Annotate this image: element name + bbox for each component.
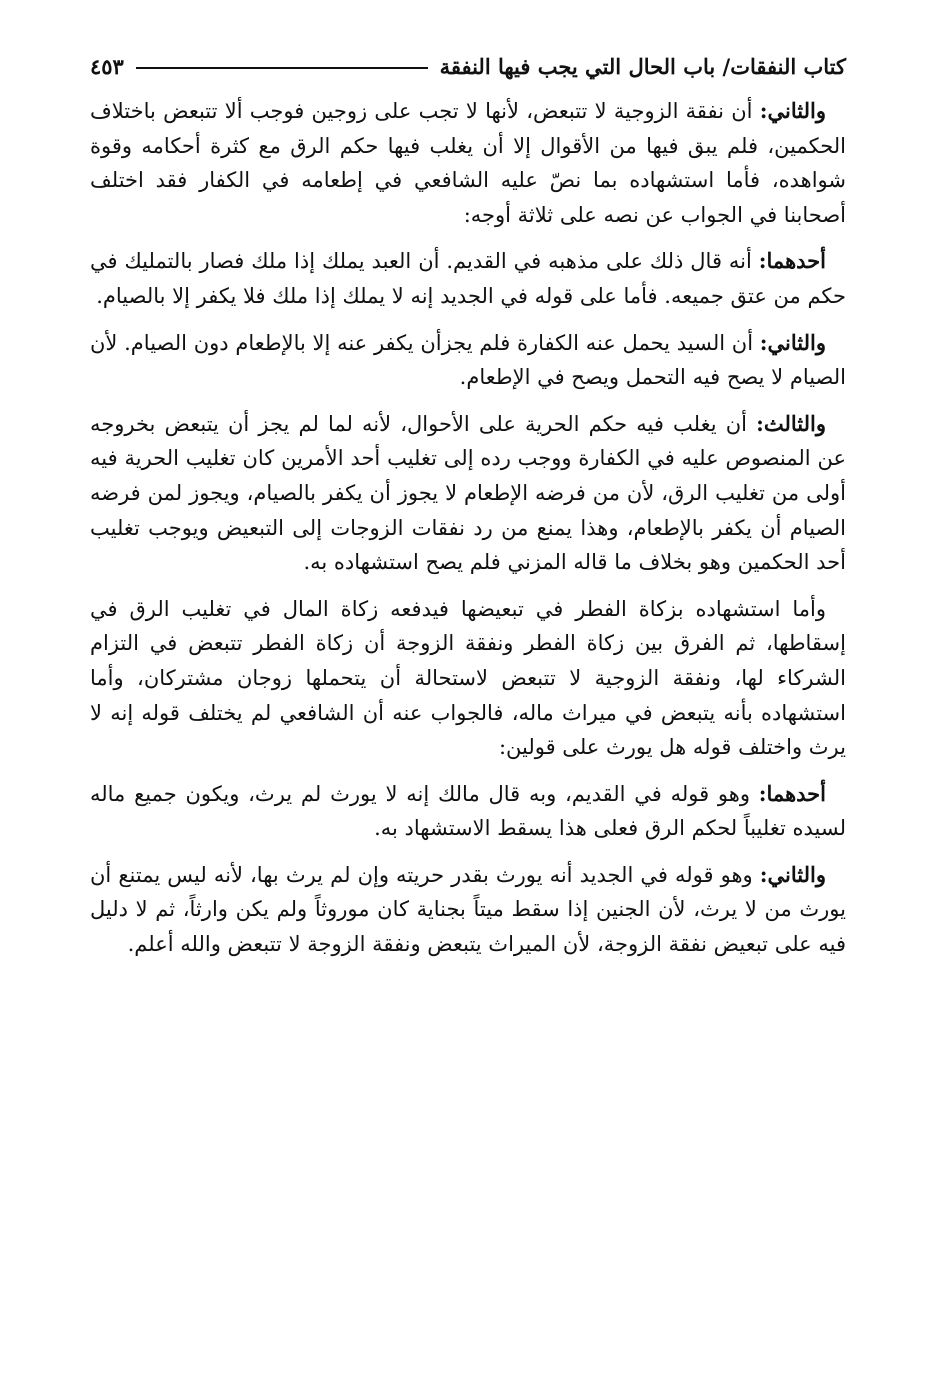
paragraph-text: أنه قال ذلك على مذهبه في القديم. أن العبد يملك إذا ملك فصار بالتمليك في حكم من عتق جميعه. فأما على قوله في الجديد إنه لا يملك إذا ملك فلا يكفر إلا بالصيام.: [90, 249, 846, 308]
paragraph-lead: والثاني:: [759, 98, 826, 123]
paragraph-lead: والثاني:: [759, 329, 826, 355]
paragraph-text: وهو قوله في القديم، وبه قال مالك إنه لا يورث لم يرث، ويكون جميع ماله لسيده تغليباً لحكم الرق فعلى هذا يسقط الاستشهاد به.: [90, 781, 846, 841]
paragraph: [90, 592, 846, 765]
body-text: [90, 94, 846, 962]
header-rule: [136, 67, 428, 69]
paragraph: [90, 407, 846, 580]
paragraph-lead: أحدهما:: [758, 248, 826, 274]
paragraph-lead: أحدهما:: [758, 780, 826, 806]
paragraph-text: وأما استشهاده بزكاة الفطر في تبعيضها فيدفعه زكاة المال في تغليب الرق في إسقاطها، ثم الفرق بين زكاة الفطر ونفقة الزوجة أن زكاة الفطر تتبعض في التزام الشركاء لها، ونفقة الزوجية لا تتبعض لاستحالة أن يتحملها زوجان مشتركان، وأما استشهاده بأنه يتبعض في ميراث ماله، فالجواب عنه أن الشافعي لم يختلف قوله إنه لا يرث واختلف قوله هل يورث على قولين:: [90, 596, 846, 760]
paragraph: [90, 94, 846, 232]
paragraph: [90, 777, 846, 846]
paragraph-text: أن السيد يحمل عنه الكفارة فلم يجزأن يكفر عنه إلا بالإطعام دون الصيام. لأن الصيام لا يصح فيه التحمل ويصح في الإطعام.: [90, 330, 846, 390]
paragraph: [90, 326, 846, 395]
page-number: ٤٥٣: [90, 53, 124, 79]
paragraph-text: أن يغلب فيه حكم الحرية على الأحوال، لأنه لما لم يجز أن يتبعض بخروجه عن المنصوص عليه في الكفارة ووجب رده إلى تغليب أحد الأمرين كان تغليب الحرية فيه أولى من تغليب الرق، لأن من فرضه الإطعام لا يجوز أن يكفر بالصيام، ويجوز لمن فرضه الصيام أن يكفر بالإطعام، وهذا يمنع من رد نفقات الزوجات إلى التبعيض ويوجب تغليب أحد الحكمين وهو بخلاف ما قاله المزني فلم يصح استشهاده به.: [90, 411, 846, 575]
book-page: [90, 48, 846, 974]
paragraph-text: وهو قوله في الجديد أنه يورث بقدر حريته وإن لم يرث بها، لأنه ليس يمتنع أن يورث من لا يرث، لأن الجنين إذا سقط ميتاً بجناية كان موروثاً ولم يكن وارثاً، ثم لا دليل فيه على تبعيض نفقة الزوجة، لأن الميراث يتبعض ونفقة الزوجة لا تتبعض والله أعلم.: [90, 862, 846, 957]
running-header: [90, 48, 846, 84]
paragraph-lead: والثالث:: [756, 410, 826, 436]
paragraph: [90, 244, 846, 313]
chapter-title: كتاب النفقات/ باب الحال التي يجب فيها النفقة: [439, 53, 846, 79]
paragraph: [90, 858, 846, 962]
paragraph-text: أن نفقة الزوجية لا تتبعض، لأنها لا تجب على زوجين فوجب ألا تتبعض باختلاف الحكمين، فلم يبق فيها من الأقوال إلا أن يغلب فيها حكم الرق مع كثرة أحكامه وقوة شواهده، فأما استشهاده بما نصّ عليه الشافعي في إطعامه في الكفار فقد اختلف أصحابنا في الجواب عن نصه على ثلاثة أوجه:: [90, 99, 846, 227]
paragraph-lead: والثاني:: [759, 861, 826, 887]
